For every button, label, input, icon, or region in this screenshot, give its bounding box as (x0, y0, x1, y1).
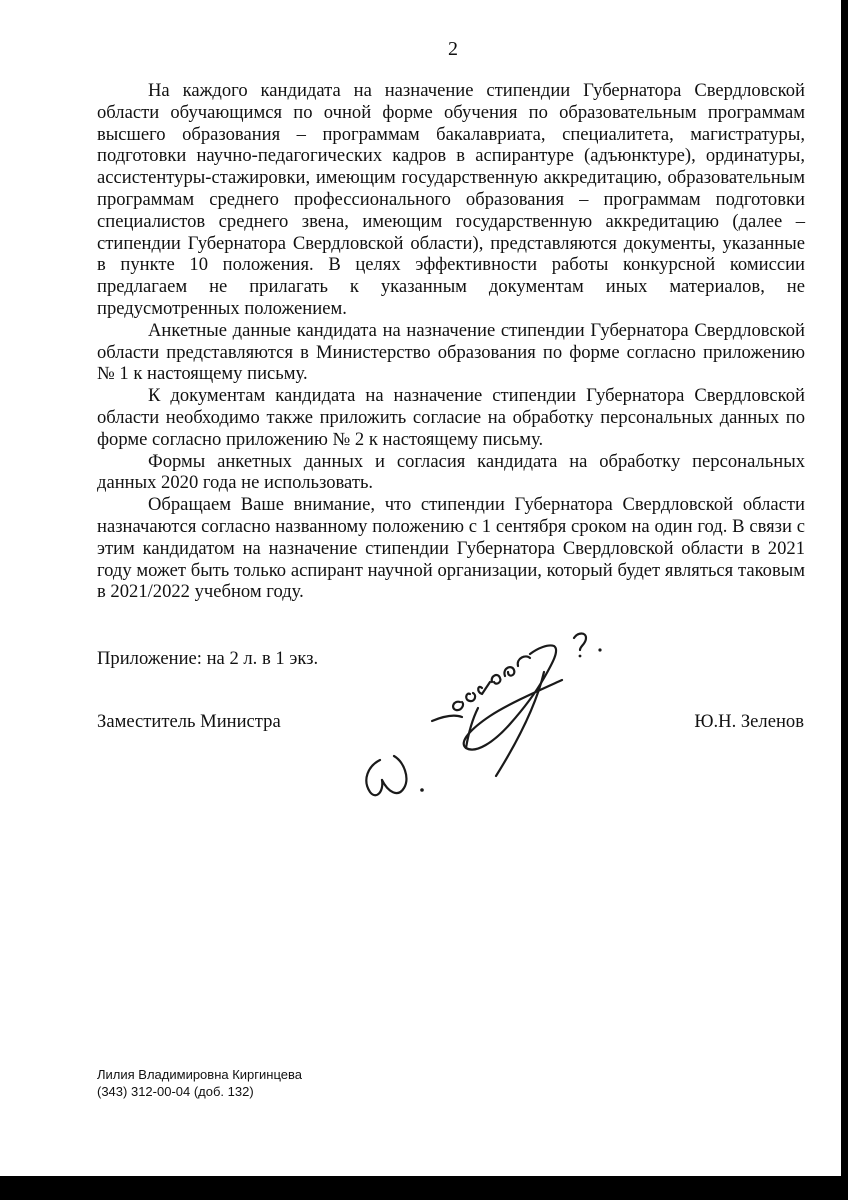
handwritten-signature-icon (340, 620, 660, 820)
letter-body (97, 80, 805, 603)
paragraph-old-forms: Формы анкетных данных и согласия кандидата на обработку персональных данных 2020 года не использовать. (97, 450, 805, 494)
executor-phone: (343) 312-00-04 (доб. 132) (97, 1084, 254, 1099)
page-number: 2 (448, 38, 458, 60)
executor-info (97, 1066, 302, 1100)
paragraph-documents: На каждого кандидата на назначение стипендии Губернатора Свердловской области обучающимся по очной форме обучения по образовательным программам высшего образования – программам бакалавриата, специалитета, магистратуры, подготовки научно-педагогических кадров в аспирантуре (адъюнктуре), ординатуры, ассистентуры-стажировки, имеющим государственную аккредитацию, образовательным программам среднего профессионального образования – программам подготовки специалистов среднего звена, имеющим государственную аккредитацию (далее – стипендии Губернатора Свердловской области), представляются документы, указанные в пункте 10 положения. В целях эффективности работы конкурсной комиссии предлагаем не прилагать к указанным документам иных материалов, не предусмотренных положением. (97, 80, 805, 319)
signer-title: Заместитель Министра (97, 711, 281, 732)
paragraph-consent: К документам кандидата на назначение стипендии Губернатора Свердловской области необходимо также приложить согласие на обработку персональных данных по форме согласно приложению № 2 к настоящему письму. (97, 385, 805, 450)
scan-edge-right (841, 0, 848, 1200)
signer-name: Ю.Н. Зеленов (694, 711, 804, 732)
executor-name: Лилия Владимировна Киргинцева (97, 1067, 302, 1082)
paragraph-questionnaire: Анкетные данные кандидата на назначение стипендии Губернатора Свердловской области представляются в Министерство образования по форме согласно приложению № 1 к настоящему письму. (97, 319, 805, 385)
attachment-note: Приложение: на 2 л. в 1 экз. (97, 648, 319, 669)
paragraph-notice: Обращаем Ваше внимание, что стипендии Губернатора Свердловской области назначаются согласно названному положению с 1 сентября сроком на один год. В связи с этим кандидатом на назначение стипендии Губернатора Свердловской области в 2021 году может быть только аспирант научной организации, который будет являться таковым в 2021/2022 учебном году. (97, 494, 805, 603)
scan-edge-bottom (0, 1176, 848, 1200)
